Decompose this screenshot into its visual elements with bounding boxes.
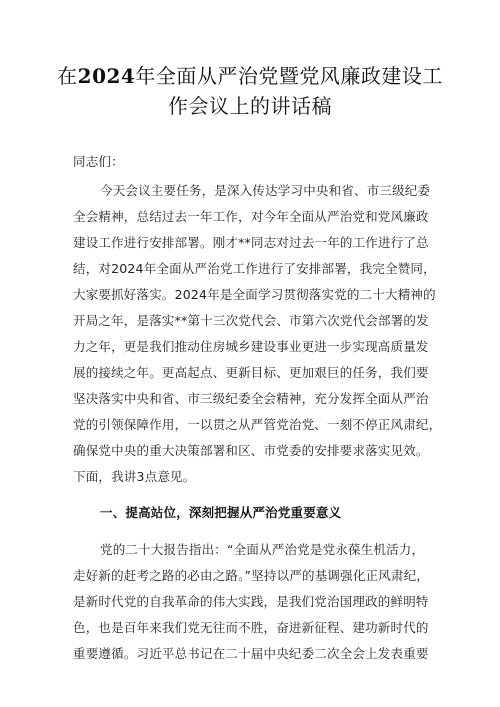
section-1-line-1: 党的二十大报告指出：“全面从严治党是党永葆生机活力， [100, 542, 425, 557]
intro-line-7: 力之年，更是我们推动住房城乡建设事业更进一步实现高质量发 [73, 339, 429, 354]
intro-line-10: 党的引领保障作用，一以贯之从严管党治党、一刻不停正风肃纪， [73, 417, 442, 432]
intro-line-1: 今天会议主要任务，是深入传达学习中央和省、市三级纪委 [100, 183, 431, 198]
intro-line-6: 开局之年，是落实**第十三次党代会、市第六次党代会部署的发 [73, 313, 429, 328]
document-title-line-2: 作会议上的讲话稿 [168, 94, 332, 118]
section-1-line-2: 走好新的赶考之路的必由之路。”坚持以严的基调强化正风肃纪， [73, 568, 430, 583]
intro-line-5: 大家要抓好落实。2024年是全面学习贯彻落实党的二十大精神的 [73, 287, 436, 302]
document-title-line-1 [40, 60, 460, 89]
title-prefix: 在 [57, 64, 78, 88]
intro-line-2: 全会精神，总结过去一年工作，对今年全面从严治党和党风廉政 [73, 209, 429, 224]
intro-line-3: 建设工作进行安排部署。刚才**同志对过去一年的工作进行了总 [73, 235, 429, 250]
section-1-line-5: 重要遵循。习近平总书记在二十届中央纪委二次全会上发表重要 [73, 646, 429, 661]
salutation: 同志们： [73, 154, 124, 169]
intro-line-11: 确保党中央的重大决策部署和区、市党委的安排要求落实见效。 [73, 443, 429, 458]
intro-line-12: 下面，我讲3点意见。 [73, 469, 196, 484]
intro-line-4: 结，对2024年全面从严治党工作进行了安排部署，我完全赞同， [73, 261, 436, 276]
section-1-line-4: 色，也是百年来我们党无往而不胜，奋进新征程、建功新时代的 [73, 620, 429, 635]
section-1-heading: 一、提高站位，深刻把握从严治党重要意义 [100, 505, 342, 520]
intro-line-9: 坚决落实中央和省、市三级纪委全会精神，充分发挥全面从严治 [73, 391, 429, 406]
section-1-line-3: 是新时代党的自我革命的伟大实践，是我们党治国理政的鲜明特 [73, 594, 429, 609]
title-suffix: 年全面从严治党暨党风廉政建设工 [135, 64, 443, 88]
title-year: 2024 [77, 64, 136, 88]
intro-line-8: 展的接续之年。更高起点、更新目标、更加艰巨的任务，我们要 [73, 365, 429, 380]
